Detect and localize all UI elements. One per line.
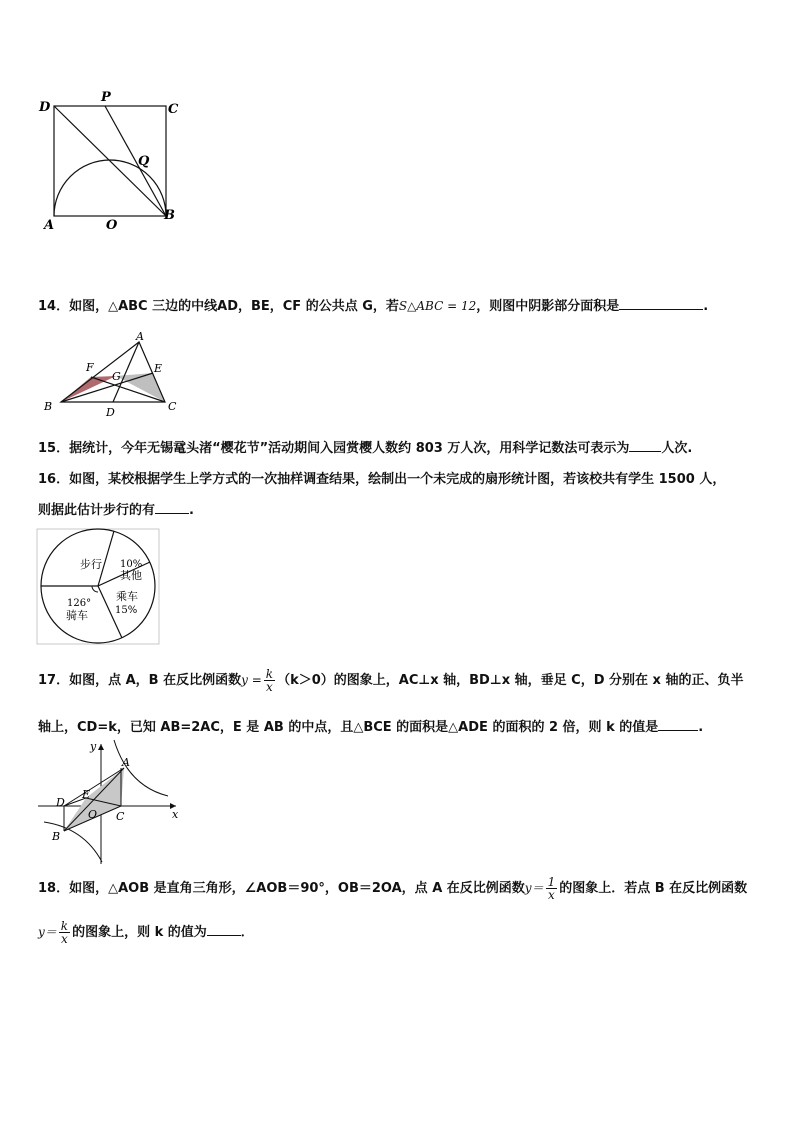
figure-14-triangle-medians xyxy=(36,330,186,420)
question-text: 如图，某校根据学生上学方式的一次抽样调查结果，绘制出一个未完成的扇形统计图，若该校共有学生 1500 人， xyxy=(69,472,726,487)
question-text: 据统计，今年无锡鼋头渚“樱花节”活动期间入园赏樱人数约 803 万人次，用科学记数法可表示为 xyxy=(69,441,630,456)
question-number: 15． xyxy=(38,441,70,456)
question-text: 如图，△AOB 是直角三角形，∠AOB＝90°，OB＝2OA，点 A 在反比例函数 xyxy=(69,881,525,896)
numerator: k xyxy=(265,667,274,681)
numerator: 1 xyxy=(547,875,556,889)
label-bus-percent: 15% xyxy=(115,605,138,616)
numerator: k xyxy=(60,919,69,933)
label-C: C xyxy=(168,400,177,413)
label-y: y xyxy=(90,740,97,753)
answer-blank[interactable] xyxy=(207,921,241,936)
period: . xyxy=(698,720,704,735)
question-text: ，则图中阴影部分面积是 xyxy=(476,299,620,314)
label-E: E xyxy=(154,362,163,375)
answer-blank[interactable] xyxy=(619,295,703,310)
question-16 xyxy=(38,470,725,490)
denominator: x xyxy=(548,888,555,902)
question-text: 的图象上，则 k 的值为 xyxy=(72,925,207,940)
label-other-percent: 10% xyxy=(120,559,143,570)
label-G: G xyxy=(112,370,121,383)
label-other: 其他 xyxy=(120,569,142,582)
label-P: P xyxy=(101,90,111,105)
label-A: A xyxy=(44,218,55,233)
question-text: 如图，△ABC 三边的中线AD，BE，CF 的公共点 G，若 xyxy=(69,299,399,314)
period: ． xyxy=(240,925,254,940)
label-O: O xyxy=(88,808,98,821)
period: . xyxy=(189,503,194,518)
answer-blank[interactable] xyxy=(658,716,698,731)
label-A: A xyxy=(136,330,144,343)
label-walk: 步行 xyxy=(80,558,102,571)
question-text: 轴上，CD=k，已知 AB=2AC，E 是 AB 的中点，且△BCE 的面积是△ADE 的面积的 2 倍，则 k 的值是 xyxy=(38,720,659,735)
answer-blank[interactable] xyxy=(155,499,189,514)
question-text: （k＞0）的图象上，AC⊥x 轴，BD⊥x 轴，垂足 C，D 分别在 x 轴的正、负半 xyxy=(277,673,744,688)
question-15 xyxy=(38,437,692,459)
label-B: B xyxy=(44,400,53,413)
answer-blank[interactable] xyxy=(629,437,661,452)
label-bike: 骑车 xyxy=(66,609,88,622)
question-18 xyxy=(38,876,747,901)
label-E: E xyxy=(82,788,91,801)
question-16-line2 xyxy=(38,499,194,521)
fraction-k-over-x xyxy=(59,920,70,945)
area-formula: S△ABC = 12 xyxy=(398,299,477,313)
label-C: C xyxy=(168,102,179,117)
question-18-line2 xyxy=(38,920,254,945)
label-angle: 126° xyxy=(67,598,92,609)
fraction-1-over-x xyxy=(546,876,558,901)
label-D: D xyxy=(39,100,51,115)
label-B: B xyxy=(52,830,61,843)
figure-17-hyperbola xyxy=(36,738,186,866)
label-D: D xyxy=(56,796,65,809)
label-bus: 乘车 xyxy=(116,590,138,603)
label-O: O xyxy=(106,218,118,233)
question-17-line2 xyxy=(38,716,703,738)
period: . xyxy=(703,299,709,314)
question-number: 18． xyxy=(38,881,70,896)
question-end: 人次. xyxy=(661,441,693,456)
label-D: D xyxy=(106,406,115,419)
fraction-k-over-x xyxy=(264,668,275,693)
label-x: x xyxy=(172,808,179,821)
question-14 xyxy=(38,295,708,317)
denominator: x xyxy=(61,932,68,946)
question-text: 则据此估计步行的有 xyxy=(38,503,156,518)
label-C: C xyxy=(116,810,125,823)
func-y: y = xyxy=(241,673,262,687)
figure-16-pie-chart xyxy=(36,528,160,646)
label-Q: Q xyxy=(138,154,150,169)
label-A: A xyxy=(122,756,130,769)
question-number: 14． xyxy=(38,299,70,314)
func1-y: y＝ xyxy=(524,881,544,895)
figure-13-square-semicircle xyxy=(30,85,190,235)
question-17 xyxy=(38,668,743,693)
label-B: B xyxy=(164,208,175,223)
question-number: 17． xyxy=(38,673,70,688)
question-text: 如图，点 A，B 在反比例函数 xyxy=(69,673,242,688)
denominator: x xyxy=(266,680,273,694)
question-text: 的图象上．若点 B 在反比例函数 xyxy=(559,881,748,896)
label-F: F xyxy=(86,361,94,374)
question-number: 16． xyxy=(38,472,70,487)
func2-y: y＝ xyxy=(38,925,57,939)
